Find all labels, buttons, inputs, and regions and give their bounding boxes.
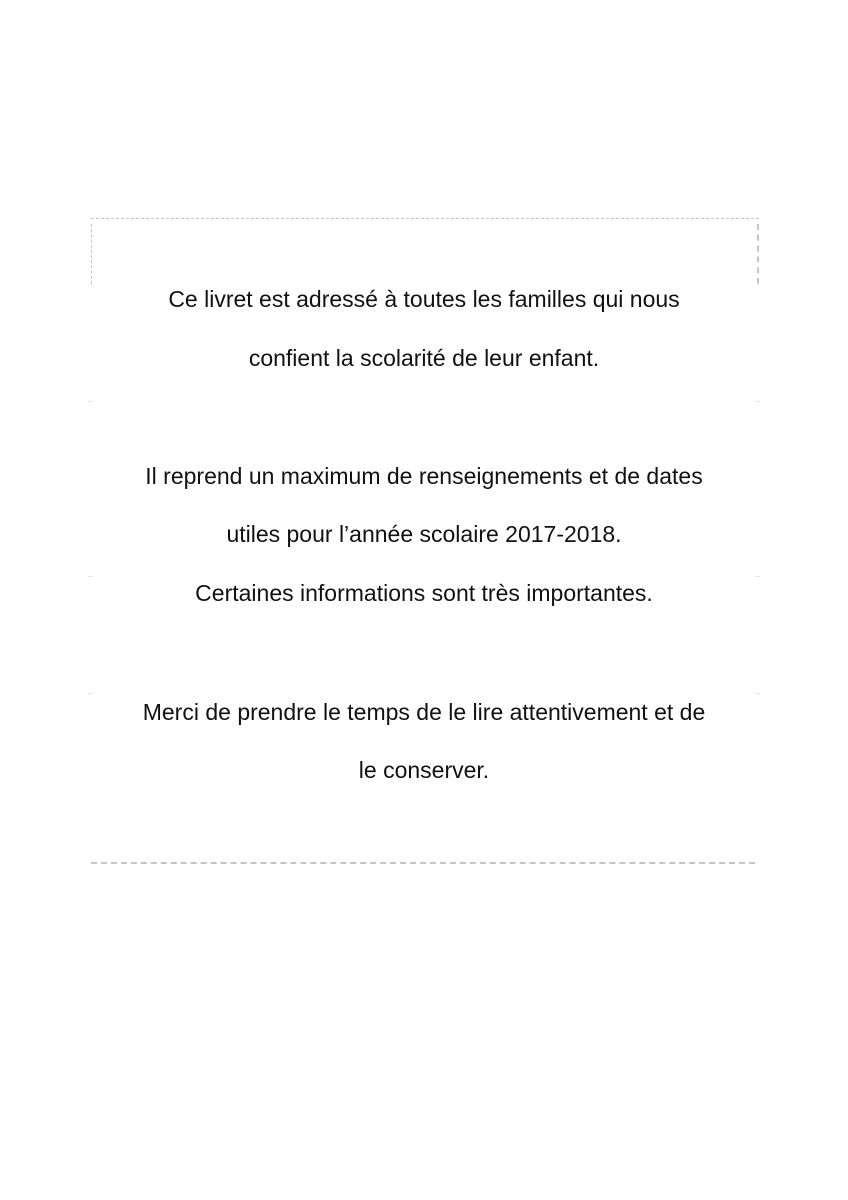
text-line: utiles pour l’année scolaire 2017-2018.	[226, 521, 622, 547]
text-line: Ce livret est adressé à toutes les familles qui nous	[168, 286, 680, 312]
frame-right-tick	[755, 693, 760, 694]
text-line: le conserver.	[358, 757, 490, 783]
text-line: confient la scolarité de leur enfant.	[248, 345, 600, 371]
frame-top-border	[91, 218, 759, 219]
text-line: Certaines informations sont très importantes.	[195, 580, 653, 606]
text-line: Il reprend un maximum de renseignements et de dates	[145, 463, 703, 489]
frame-right-border	[757, 224, 759, 284]
frame-left-tick	[88, 576, 93, 577]
frame-right-tick	[755, 576, 760, 577]
frame-left-tick	[88, 401, 93, 402]
frame-left-tick	[88, 693, 93, 694]
frame-right-tick	[755, 401, 760, 402]
text-line: Merci de prendre le temps de le lire attentivement et de	[142, 699, 706, 725]
frame-bottom-border	[91, 862, 755, 864]
frame-left-border	[91, 224, 92, 284]
